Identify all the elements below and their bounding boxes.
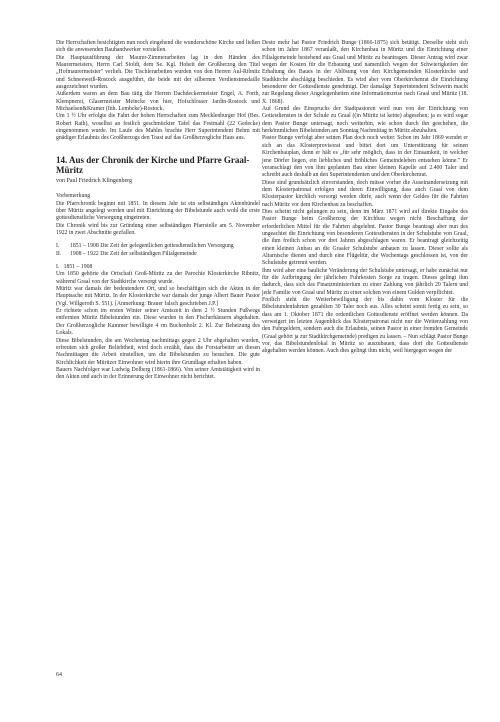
paragraph: Diese Bibelstunden, die am Wochentag nachmittags gegen 2 Uhr abgehalten wurden, erfreuten sich großer Beliebtheit, wird doch erzählt, dass die Forstarbeiter an diesen Nachmittagen die Arbeit einstellten, um die Bibelstunden zu besuchen. Die gute Kirchlichkeit der Müritzer Einwohner wird hierin ihre Grundlage erhalten haben. [56,337,260,366]
paragraph: Diese sind grundsätzlich einverstanden, doch müsse vorher die Auseinandersetzung mit dem Klosterpatronat erfolgen und deren Einwilligung, dass auch Graal von dem Klosterpastor kirchlich versorgt werden dürfe, auch wenn der Geldes für die Fahrten nach Müritz vor dem Kirchenbau zu beschaffen. [262,179,468,208]
paragraph: Pastor Bunge verfolgt aber seinen Plan doch noch weiter. Schon im Jahr 1869 wendet er sich an das Klosterprovisorat und bittet dort um Unterstützung für seinen Kirchenbauplan, denn er hält es „für sehr möglich, dass in der Einsamkeit, in welcher jene Dörfer liegen, ein liebliches und fröhliches Gemeindeleben entstehen könne." Er veranschlagt den von ihm geplanten Bau einer kleinen Kapelle auf 2.400 Taler und schreibt auch deshalb an den Superintendenten und den Oberkirchenrat. [262,135,468,179]
author-line: von Paul Friedrich Klingenberg [56,177,133,184]
paragraph: Müritz war damals der bedeutendere Ort, und so beschäftigen sich die Akten in der Hauptsache mit Müritz. In der Klosterkirche war damals der junge Albert Bauer Pastor (Vgl. Willgeroth S. 551). [Anmerkung: Brauer falsch geschrieben J.P.] [56,286,260,307]
section-heading: 14. Aus der Chronik der Kirche und Pfarre Graal-Müritz [56,154,250,176]
list-item [56,243,260,250]
list-number: II. [56,250,62,257]
paragraph: Die Chronik wird bis zur Gründung einer selbständigen Pfarrstelle am 5. November 1922 in zwei Abschnitte gezfallen. [56,222,260,237]
paragraph: Die Hauptausführung der Maurer-Zimmerarbeiten lag in den Händen des Maurermeisters, Herrn Carl Stoldt, dem Se. Kgl. Hoheit der Großherzog den Titel „Hofmaurermeister" verlieh. Die Tischlerarbeiten wurden von den Herren Aul-Ribnitz und Schneeweiß-Rostock ausgeführt, die beide mit der silbernen Verdienstmedaille ausgezeichnet wurden. [56,54,260,91]
subheading-period: I. 1851 – 1908 [56,264,93,271]
paragraph: Dies scheint nicht gelungen zu sein, denn im März 1871 wird auf direkte Eingabe des Pastor Bunge beim Großherzog der Kirchbau wegen nicht Beschaffung der erforderlichen Mittel für die Fahrten abgelehnt. Pastor Bunge beantragt aber nun des ungeachtet die Einrichtung von besonderen Gottesdiensten in der Schulstube von Graal, die ihm freilich schon vor drei Jahren abgeschlagen waren. Er beantragt gleichzeitig einen kleinen Anbau an die Graaler Schulstube anbauen zu lassen. Dieser sollte als Altarnische dienen und durch eine Flügeltür, die Wochentags geschlossen ist, von der Schulstube getrennt werden. [262,208,468,267]
paragraph: Die Pfarrchronik beginnt mit 1851. In diesem Jahr ist ein selbständiges Aktenbündel über Müritz angelegt worden und mit Einrichtung der Bibelstunde auch wohl die erste gottesdienstliche Versorgung eingetreten. [56,200,260,222]
list-text: 1851 – 1908 Die Zeit der gelegentlichen gottesdienstlichen Versorgung [70,243,234,250]
paragraph: Auf Grund des Einspruchs der Stadtpastoren wird nun von der Einrichtung von Gottesdiensten in der Schule zu Graal ((in Müritz ist keine) abgesehen; ja es wird sogar dem Pastor Bunge untersagt, noch weiterhin, wie schon durch ihn geschehen, die herkömmlichen Bibelstunden am Sonntag Nachmittag in Müritz abzuhalten. [262,106,468,135]
paragraph: Ihm wird aber eine bauliche Veränderung der Schulstube untersagt, er habe zunächst nur für die Aufbringung der jährlichen Fuhrkosten Sorge zu tragen. Dieses gelingt ihm dadurch, dass sich das Finanzministerium zu einer Zahlung von jährlich 20 Talern und jede Familie von Graal und Müritz zu einer solchen von einem Gulden verpflichtet. [262,267,468,296]
paragraph: Bauers Nachfolger war Ludwig Dolberg (1861-1866). Von seiner Amtstätigkeit wird in den Akten und auch in der Erinnerung der Einwohner nicht berichtet. [56,366,260,381]
paragraph: Außerdem waren an dem Bau tätig die Herren Dachdeckermeister Engel, A. Forth, Klempnerei, Glasermeister Meincke von hier, Hofschlosser Jardin-Rostock und Michaelsen&Kramer (Inh. Lembcke)-Rostock. [56,91,260,113]
intro-text [56,40,260,143]
list-number: I. [56,243,60,250]
left-column [56,40,260,382]
list-item [56,251,260,258]
page-number: 64 [56,672,62,678]
subheading-vorbemerkung: Vorbemerkung [56,193,91,200]
paragraph: Freilich steht die Weiterbewilligung der bis dahin vom Kloster für die Bibelstundenfahrten gezahlten 30 Taler noch aus. Alles scheint somit fertig zu sein, so dass am 1. Oktober 1871 die ordentlichen Gottesdienste eröffnet werden können. Da verweigert im letzten Augenblick das Klosterpatronat nicht nur die Weiterzahlung von den Fuhrgeldern, sondern auch die Erlaubnis, seinen Pastor in einer fremden Gemeinde (Graal gehört ja zur Stadtkirchgemeinde) predigen zu lassen. – Nun schlägt Pastor Bunge vor, das Bibelstundenlokal in Müritz so auszubauen, dass dort die Gottesdienste abgehalten werden können. Auch dies gelingt ihm nicht, weil hiergegen wegen der [262,297,468,355]
right-column [262,40,468,356]
paragraph: Die Herrschaften besichtigten nun noch eingehend die wunderschöne Kirche und ließen sich die anwesenden Bauhandwerker vorstellen. [56,40,260,54]
paragraph: Um 1850 gehörte die Ortschaft Groß-Müritz zu der Parochie Klosterkirche Ribnitz, während Graal von der Stadtkirche versorgt wurde. [56,271,260,285]
paragraph: Er richtete schon im ersten Winter seiner Amtszeit in dem 2 ½ Stunden Fußwegs entfernten Müritz Bibelstunden ein. Diese wurden in den Fischerhäusern abgehalten. Der Großherzogliche Kammer bewilligte 4 rm Buchenholz 2. Kl. Zur Beheizung des Lokals. [56,308,260,337]
list-text: 1908 – 1922 Die Zeit der selbständigen Filialgemeinde [70,250,197,257]
paragraph: Um 1 ½ Uhr erfolgte die Fahrt der hohen Herrschaften zum Mecklenburger Hof (Bes. Robert Rath), woselbst an festlich geschmückter Tafel das Festmahl (22 Gedecke) eingenommen wurde. Im Laufe des Mahles brachte Herr Superintendent Behm mit gnädiger Erlaubnis des Großherzogs den Toast auf das Großherzogliche Haus aus. [56,113,260,142]
paragraph: Desto mehr hat Pastor Friedrich Bunge (1866-1875) sich betätigt. Derselbe sieht sich schon im Jahre 1867 veranlaßt, den Kirchenbau in Müritz und die Einrichtung einer Filialgemeinde bestehend aus Graal und Müritz zu beantragen. Dieser Antrag wird zwar wegen der Kosten für die Erbauung und namentlich wegen der Schwierigkeiten der Erhaltung des Baues in der Ablösung von den Kirchgemeinden Klosterkirche und Stadtkirche abschlägig beschieden. Es wird aber vom Oberkirchenrat die Einrichtung besonderer der Gottesdienste genehmigt. Der damalige Superintendent Schwerin macht zur Regelung dieser Angelegenheiten eine Informationsreise nach Graal und Müritz (18. X. 1868). [262,40,468,105]
